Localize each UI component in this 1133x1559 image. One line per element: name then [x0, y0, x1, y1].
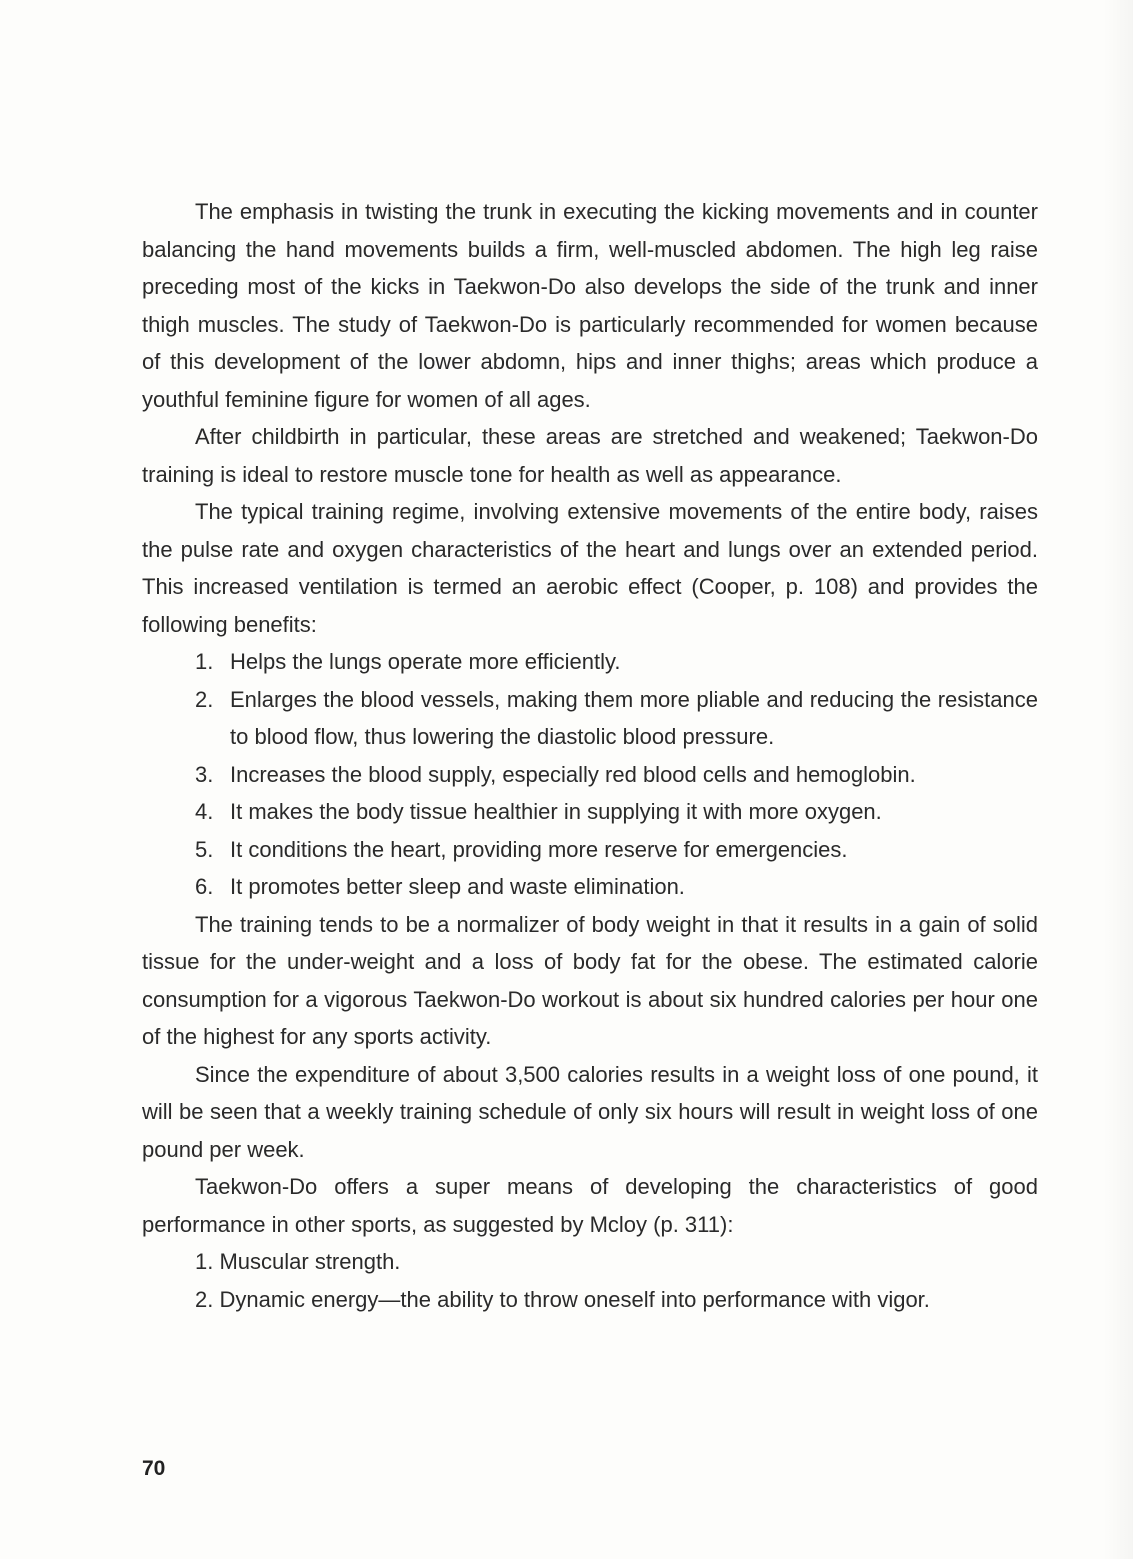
- list-item-text: It promotes better sleep and waste elimination.: [230, 874, 685, 899]
- list-item-text: Enlarges the blood vessels, making them more pliable and reducing the resistance to blood flow, thus lowering the diastolic blood pressure.: [230, 686, 1038, 749]
- paragraph-body-weight: The training tends to be a normalizer of body weight in that it results in a gain of solid tissue for the under-weight and a loss of body fat for the obese. The estimated calorie consumption for a vigorous Taekwon-Do workout is about six hundred calories per hour one of the highest for any sports activity.: [142, 911, 1038, 1049]
- paragraph-aerobic: The typical training regime, involving extensive movements of the entire body, raises the pulse rate and oxygen characteristics of the heart and lungs over an extended period. This increased ventilation is termed an aerobic effect (Cooper, p. 108) and provides the following benefits:: [142, 499, 1038, 637]
- list-item: [142, 756, 1038, 794]
- paragraph-calories: Since the expenditure of about 3,500 calories results in a weight loss of one pound, it will be seen that a weekly training schedule of only six hours will result in weight loss of one pound per week.: [142, 1061, 1038, 1162]
- list-item: [142, 868, 1038, 906]
- list-item: [142, 681, 1038, 756]
- scan-edge-shadow: [1103, 0, 1133, 1559]
- paragraph-other-sports: Taekwon-Do offers a super means of developing the characteristics of good performance in other sports, as suggested by Mcloy (p. 311):: [142, 1174, 1038, 1237]
- list-item: [142, 831, 1038, 869]
- list-item-number: 4.: [195, 799, 214, 824]
- list-item-number: 5.: [195, 836, 214, 862]
- page-number: 70: [142, 1457, 166, 1480]
- list-item-number: 6.: [195, 874, 214, 899]
- characteristic-item: 2. Dynamic energy—the ability to throw oneself into performance with vigor.: [195, 1286, 930, 1312]
- paragraph-childbirth: After childbirth in particular, these areas are stretched and weakened; Taekwon-Do training is ideal to restore muscle tone for health as well as appearance.: [142, 424, 1038, 487]
- list-item-text: Increases the blood supply, especially red blood cells and hemoglobin.: [230, 761, 916, 787]
- paragraph-abdomen: The emphasis in twisting the trunk in executing the kicking movements and in counter balancing the hand movements builds a firm, well-muscled abdomen. The high leg raise preceding most of the kicks in Taekwon-Do also develops the side of the trunk and inner thigh muscles. The study of Taekwon-Do is particularly recommended for women because of this development of the lower abdomn, hips and inner thighs; areas which produce a youthful feminine figure for women of all ages.: [142, 199, 1038, 412]
- list-item-number: 2.: [195, 686, 214, 712]
- list-item-number: 1.: [195, 649, 214, 674]
- list-item: [142, 793, 1038, 831]
- characteristic-item: 1. Muscular strength.: [195, 1249, 401, 1274]
- list-item: [142, 643, 1038, 681]
- benefits-list: [142, 643, 1038, 906]
- list-item-number: 3.: [195, 761, 214, 787]
- list-item-text: Helps the lungs operate more efficiently.: [230, 649, 621, 674]
- page-body: [142, 193, 1038, 1318]
- list-item-text: It conditions the heart, providing more reserve for emergencies.: [230, 836, 848, 862]
- list-item-text: It makes the body tissue healthier in supplying it with more oxygen.: [230, 799, 882, 824]
